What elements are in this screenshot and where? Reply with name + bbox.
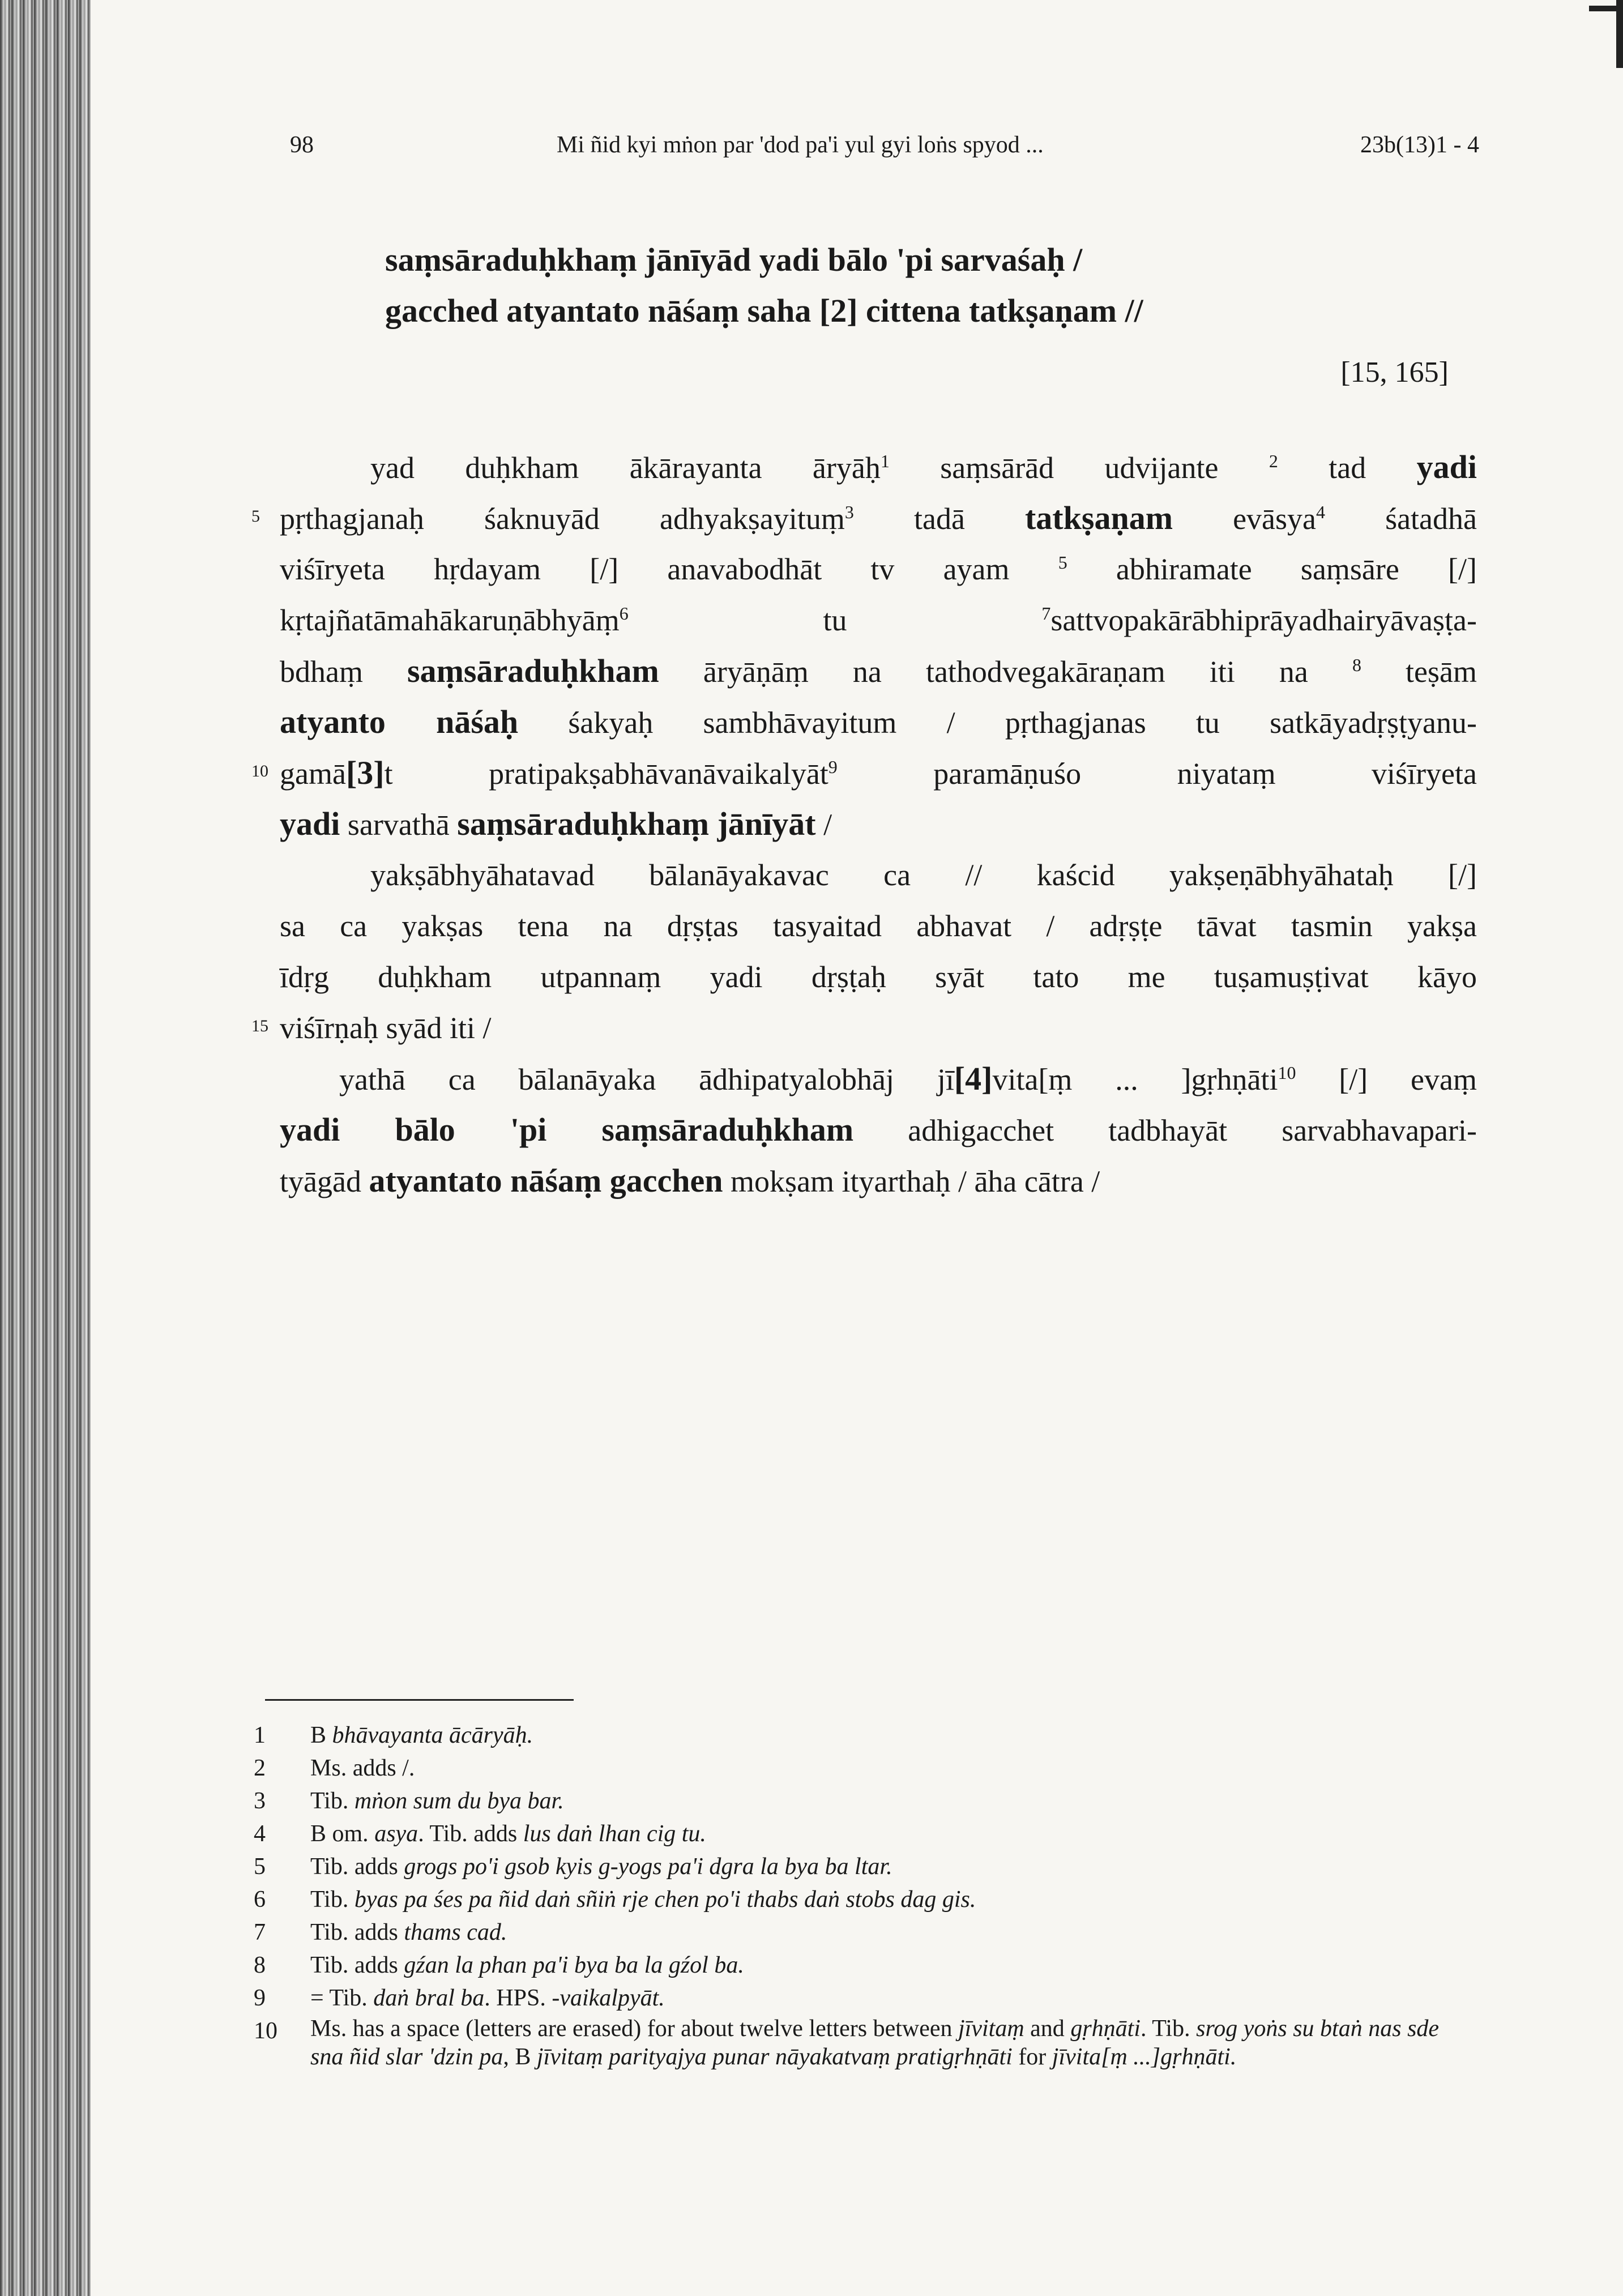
scan-corner-mark — [1589, 0, 1623, 68]
verse-line-1: saṃsāraduḥkhaṃ jānīyād yadi bālo 'pi sarvaśaḥ / — [385, 241, 1083, 278]
commentary-paragraph-3 — [280, 1053, 1477, 1206]
footnote-ref: 5 — [1058, 552, 1067, 573]
line-number: 10 — [251, 762, 268, 780]
text-line: yathā ca bālanāyaka ādhipatyalobhāj jī[4]vita[ṃ ... ]gṛhṇāti$^{10}$ [/] evaṃ — [339, 1060, 1477, 1097]
footnote-ref: 8 — [1352, 655, 1361, 675]
footnote-2: 2 Ms. adds /. — [254, 1755, 415, 1781]
footnote-8: 8 Tib. adds gźan la phan pa'i bya ba la gźol ba. — [254, 1952, 744, 1978]
footnote-10: 10 Ms. has a space (letters are erased) for about twelve letters between jīvitaṃ and gṛhṇāti. Tib. srog yoṅs su btaṅ nas sde sna ñid slar 'dzin pa, B jīvitaṃ parityajya punar nāyakatvaṃ pratigṛhṇāti for jīvita[ṃ ...]gṛhṇāti. — [254, 2016, 1440, 2070]
folio-reference: 23b(13)1 - 4 — [1360, 132, 1479, 158]
page-number: 98 — [290, 132, 314, 158]
footnote-3: 3 Tib. mṅon sum du bya bar. — [254, 1788, 564, 1814]
footnote-ref: 9 — [828, 757, 838, 777]
text-line: sa ca yakṣas tena na dṛṣṭas tasyaitad abhavat / adṛṣṭe tāvat tasmin yakṣa — [280, 909, 1477, 943]
footnotes — [254, 1719, 1477, 2071]
line-number: 15 — [251, 1017, 268, 1035]
footnote-1: 1 B bhāvayanta ācāryāḥ. — [254, 1722, 533, 1748]
text-line: pṛthagjanaḥ śaknuyād adhyakṣayituṃ$^3$ tadā tatkṣaṇam evāsya$^4$ śatadhā — [280, 500, 1477, 536]
footnote-ref: 4 — [1316, 502, 1325, 522]
running-title: Mi ñid kyi mṅon par 'dod pa'i yul gyi loṅs spyod ... — [557, 132, 1044, 158]
footnote-ref: 2 — [1268, 451, 1278, 471]
footnote-ref: 10 — [1278, 1062, 1296, 1083]
footnote-ref: 3 — [844, 502, 854, 522]
text-line: īdṛg duḥkham utpannaṃ yadi dṛṣṭaḥ syāt tato me tuṣamuṣṭivat kāyo — [280, 960, 1477, 994]
text-line: yakṣābhyāhatavad bālanāyakavac ca // kaścid yakṣeṇābhyāhataḥ [/] — [370, 858, 1477, 892]
text-line: tyāgād atyantato nāśaṃ gacchen mokṣam ityarthaḥ / āha cātra / — [280, 1162, 1100, 1199]
footnote-ref: 6 — [619, 603, 629, 624]
text-line: kṛtajñatāmahākaruṇābhyāṃ$^6$ tu $^7$sattvopakārābhiprāyadhairyāvaṣṭa- — [280, 603, 1477, 637]
footnote-ref: 1 — [880, 451, 890, 471]
text-line: yad duḥkham ākārayanta āryāḥ$^1$ saṃsārād udvijante $^2$ tad yadi — [370, 449, 1477, 485]
line-number: 5 — [251, 507, 260, 526]
text-line: yadi sarvathā saṃsāraduḥkhaṃ jānīyāt / — [280, 805, 832, 842]
text-line: atyanto nāśaḥ śakyaḥ sambhāvayitum / pṛthagjanas tu satkāyadṛṣṭyanu- — [280, 703, 1477, 740]
commentary-paragraph-2 — [280, 850, 1477, 1053]
footnote-separator — [265, 1699, 574, 1701]
verse-line-2: gacched atyantato nāśaṃ saha [2] cittena tatkṣaṇam // — [385, 292, 1143, 329]
text-line: bdhaṃ saṃsāraduḥkham āryāṇāṃ na tathodvegakāraṇam iti na $^8$ teṣām — [280, 652, 1477, 689]
footnote-7: 7 Tib. adds thams cad. — [254, 1919, 507, 1945]
text-line: viśīrṇaḥ syād iti / — [280, 1011, 492, 1045]
verse-reference: [15, 165] — [1340, 356, 1449, 389]
footnote-4: 4 B om. asya. Tib. adds lus daṅ lhan cig tu. — [254, 1821, 706, 1847]
footnote-5: 5 Tib. adds grogs po'i gsob kyis g-yogs pa'i dgra la bya ba ltar. — [254, 1854, 892, 1880]
footnote-9: 9 = Tib. daṅ bral ba. HPS. -vaikalpyāt. — [254, 1985, 665, 2011]
footnote-6: 6 Tib. byas pa śes pa ñid daṅ sñiṅ rje chen po'i thabs daṅ stobs dag gis. — [254, 1887, 976, 1913]
commentary-paragraph-1 — [280, 442, 1477, 850]
book-binding-edge — [0, 0, 91, 2296]
text-line: gamā[3]t pratipakṣabhāvanāvaikalyāt$^9$ paramāṇuśo niyataṃ viśīryeta — [280, 754, 1477, 791]
text-line: viśīryeta hṛdayam [/] anavabodhāt tv ayam $^5$ abhiramate saṃsāre [/] — [280, 552, 1477, 586]
footnote-ref: 7 — [1041, 603, 1051, 624]
text-line: yadi bālo 'pi saṃsāraduḥkham adhigacchet tadbhayāt sarvabhavapari- — [280, 1111, 1477, 1148]
